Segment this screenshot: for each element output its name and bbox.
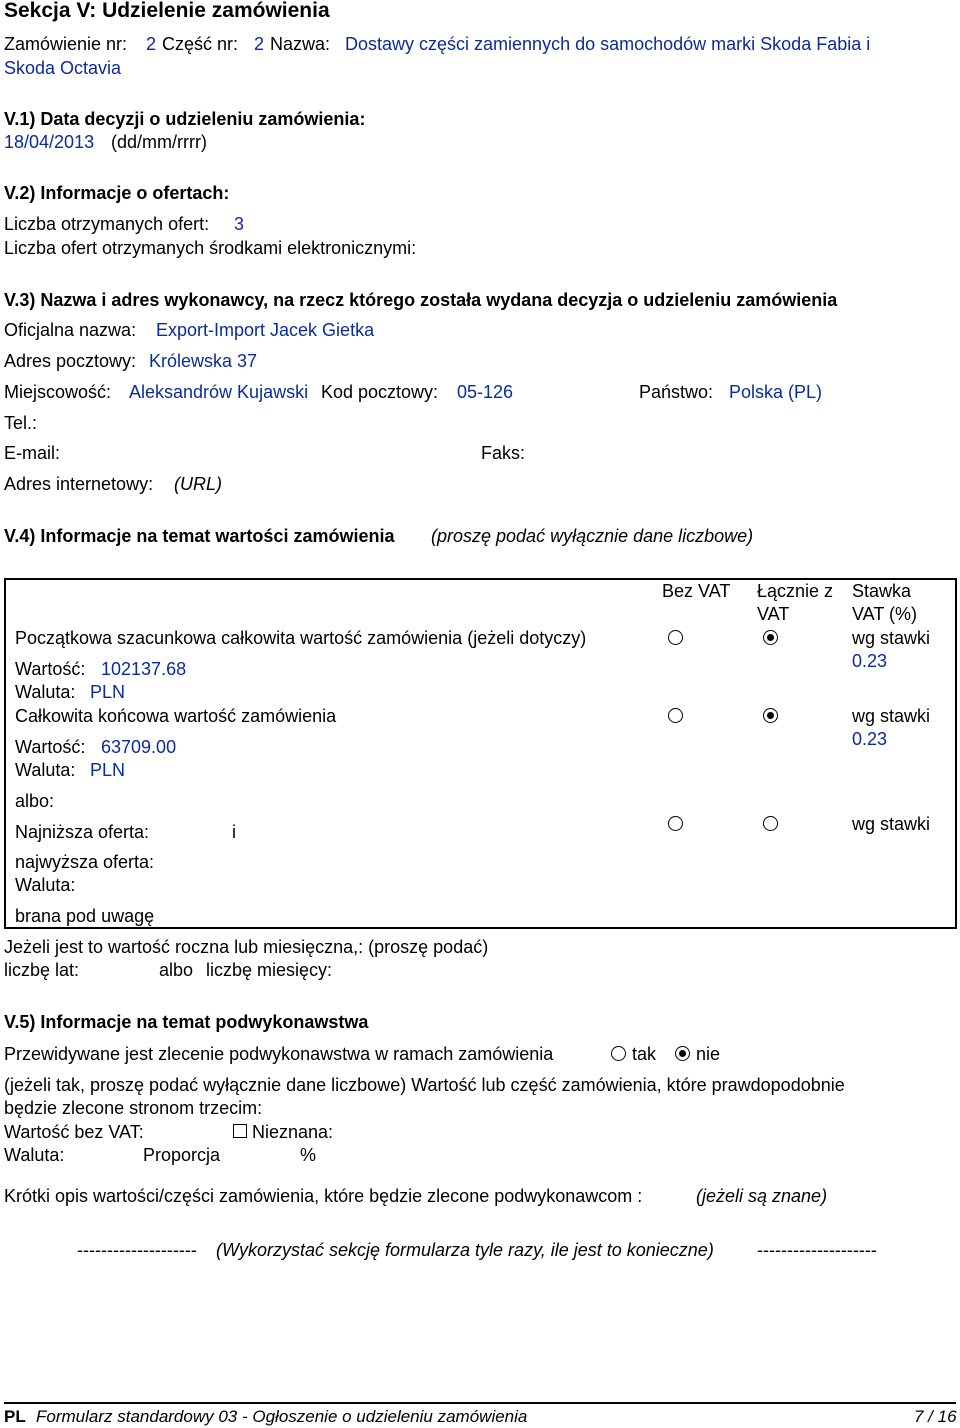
footer-divider — [4, 1402, 956, 1404]
or-word: albo — [159, 960, 194, 980]
part-no-label: Część nr: — [162, 34, 239, 54]
final-amount-value: 63709.00 — [101, 737, 177, 757]
final-amount-label: Wartość: — [15, 737, 86, 757]
subcontract-currency-label: Waluta: — [4, 1145, 65, 1165]
decision-date: 18/04/2013 — [4, 132, 95, 152]
city-value: Aleksandrów Kujawski — [129, 382, 309, 402]
email-label: E-mail: — [4, 443, 61, 463]
electronic-offers-label: Liczba ofert otrzymanych środkami elektronicznymi: — [4, 238, 417, 258]
date-format-hint: (dd/mm/rrrr) — [111, 132, 207, 152]
months-label: liczbę miesięcy: — [206, 960, 333, 980]
unknown-label: Nieznana: — [252, 1122, 334, 1142]
postcode-value: 05-126 — [457, 382, 514, 402]
web-address-hint: (URL) — [174, 474, 222, 494]
official-name-value: Export-Import Jacek Gietka — [156, 320, 375, 340]
final-netto-radio[interactable] — [668, 708, 683, 723]
footer-form-title: Formularz standardowy 03 - Ogłoszenie o udzieleniu zamówienia — [36, 1407, 528, 1426]
address-label: Adres pocztowy: — [4, 351, 137, 371]
postcode-label: Kod pocztowy: — [321, 382, 439, 402]
subcontract-note-line2: będzie zlecone stronom trzecim: — [4, 1098, 263, 1118]
short-desc-hint: (jeżeli są znane) — [696, 1186, 828, 1206]
v5-heading: V.5) Informacje na temat podwykonawstwa — [4, 1012, 369, 1032]
v4-heading-hint: (proszę podać wyłącznie dane liczbowe) — [431, 526, 754, 546]
range-netto-radio[interactable] — [668, 816, 683, 831]
country-label: Państwo: — [639, 382, 714, 402]
country-value: Polska (PL) — [729, 382, 823, 402]
order-no-label: Zamówienie nr: — [4, 34, 128, 54]
and-label: i — [232, 822, 236, 842]
offers-count-label: Liczba otrzymanych ofert: — [4, 214, 210, 234]
final-brutto-radio[interactable] — [763, 708, 778, 723]
offers-count-value: 3 — [234, 214, 245, 234]
lowest-offer-label: Najniższa oferta: — [15, 822, 150, 842]
initial-value-label: Początkowa szacunkowa całkowita wartość zamówienia (jeżeli dotyczy) — [15, 628, 587, 648]
subcontract-value-label: Wartość bez VAT: — [4, 1122, 144, 1142]
footer-page-number: 7 / 16 — [914, 1407, 957, 1426]
part-no-value: 2 — [254, 34, 265, 54]
final-value-label: Całkowita końcowa wartość zamówienia — [15, 706, 337, 726]
range-currency-label: Waluta: — [15, 875, 76, 895]
initial-brutto-radio[interactable] — [763, 630, 778, 645]
final-currency-value: PLN — [90, 760, 126, 780]
repeat-dashes-right: -------------------- — [757, 1240, 877, 1260]
range-rate: wg stawki — [852, 814, 931, 834]
repeat-note-text: (Wykorzystać sekcję formularza tyle razy, ile jest to konieczne) — [216, 1240, 714, 1260]
highest-offer-label: najwyższa oferta: — [15, 852, 155, 872]
address-value: Królewska 37 — [149, 351, 258, 371]
initial-currency-label: Waluta: — [15, 682, 76, 702]
or-label: albo: — [15, 791, 55, 811]
annual-note: Jeżeli jest to wartość roczna lub miesięczna,: (proszę podać) — [4, 937, 489, 957]
v4-heading: V.4) Informacje na temat wartości zamówienia — [4, 526, 395, 546]
name-label: Nazwa: — [270, 34, 331, 54]
initial-rate-value: 0.23 — [852, 651, 888, 671]
unknown-checkbox[interactable] — [233, 1124, 247, 1138]
official-name-label: Oficjalna nazwa: — [4, 320, 137, 340]
proportion-label: Proporcja — [143, 1145, 221, 1165]
considered-label: brana pod uwagę — [15, 906, 155, 926]
web-address-label: Adres internetowy: — [4, 474, 154, 494]
v2-heading: V.2) Informacje o ofertach: — [4, 183, 230, 203]
initial-amount-value: 102137.68 — [101, 659, 187, 679]
range-brutto-radio[interactable] — [763, 816, 778, 831]
subcontract-no-radio[interactable] — [675, 1046, 690, 1061]
col-header-brutto-line2: VAT — [757, 604, 790, 624]
initial-rate-line1: wg stawki — [852, 628, 931, 648]
subcontract-question: Przewidywane jest zlecenie podwykonawstwa w ramach zamówienia — [4, 1044, 554, 1064]
subcontract-note-line1: (jeżeli tak, proszę podać wyłącznie dane liczbowe) Wartość lub część zamówienia, które prawdopodobnie — [4, 1075, 845, 1095]
name-value-line1: Dostawy części zamiennych do samochodów marki Skoda Fabia i — [345, 34, 871, 54]
v3-heading: V.3) Nazwa i adres wykonawcy, na rzecz którego została wydana decyzja o udzieleniu zamówienia — [4, 290, 838, 310]
col-header-brutto-line1: Łącznie z — [757, 581, 834, 601]
final-currency-label: Waluta: — [15, 760, 76, 780]
fax-label: Faks: — [481, 443, 526, 463]
col-header-rate-line2: VAT (%) — [852, 604, 918, 624]
section-title: Sekcja V: Udzielenie zamówienia — [4, 0, 330, 22]
years-label: liczbę lat: — [4, 960, 80, 980]
subcontract-yes-radio[interactable] — [611, 1046, 626, 1061]
initial-netto-radio[interactable] — [668, 630, 683, 645]
repeat-dashes-left: -------------------- — [77, 1240, 197, 1260]
percent-sign: % — [300, 1145, 317, 1165]
col-header-rate-line1: Stawka — [852, 581, 912, 601]
final-rate-value: 0.23 — [852, 729, 888, 749]
short-desc-label: Krótki opis wartości/części zamówienia, które będzie zlecone podwykonawcom : — [4, 1186, 643, 1206]
tel-label: Tel.: — [4, 413, 38, 433]
city-label: Miejscowość: — [4, 382, 112, 402]
subcontract-no-label: nie — [696, 1044, 721, 1064]
final-rate-line1: wg stawki — [852, 706, 931, 726]
initial-amount-label: Wartość: — [15, 659, 86, 679]
v1-heading: V.1) Data decyzji o udzieleniu zamówienia: — [4, 109, 366, 129]
order-no-value: 2 — [146, 34, 157, 54]
col-header-netto: Bez VAT — [662, 581, 731, 601]
subcontract-yes-label: tak — [632, 1044, 657, 1064]
footer-lang: PL — [4, 1407, 26, 1426]
name-value-line2: Skoda Octavia — [4, 58, 122, 78]
initial-currency-value: PLN — [90, 682, 126, 702]
